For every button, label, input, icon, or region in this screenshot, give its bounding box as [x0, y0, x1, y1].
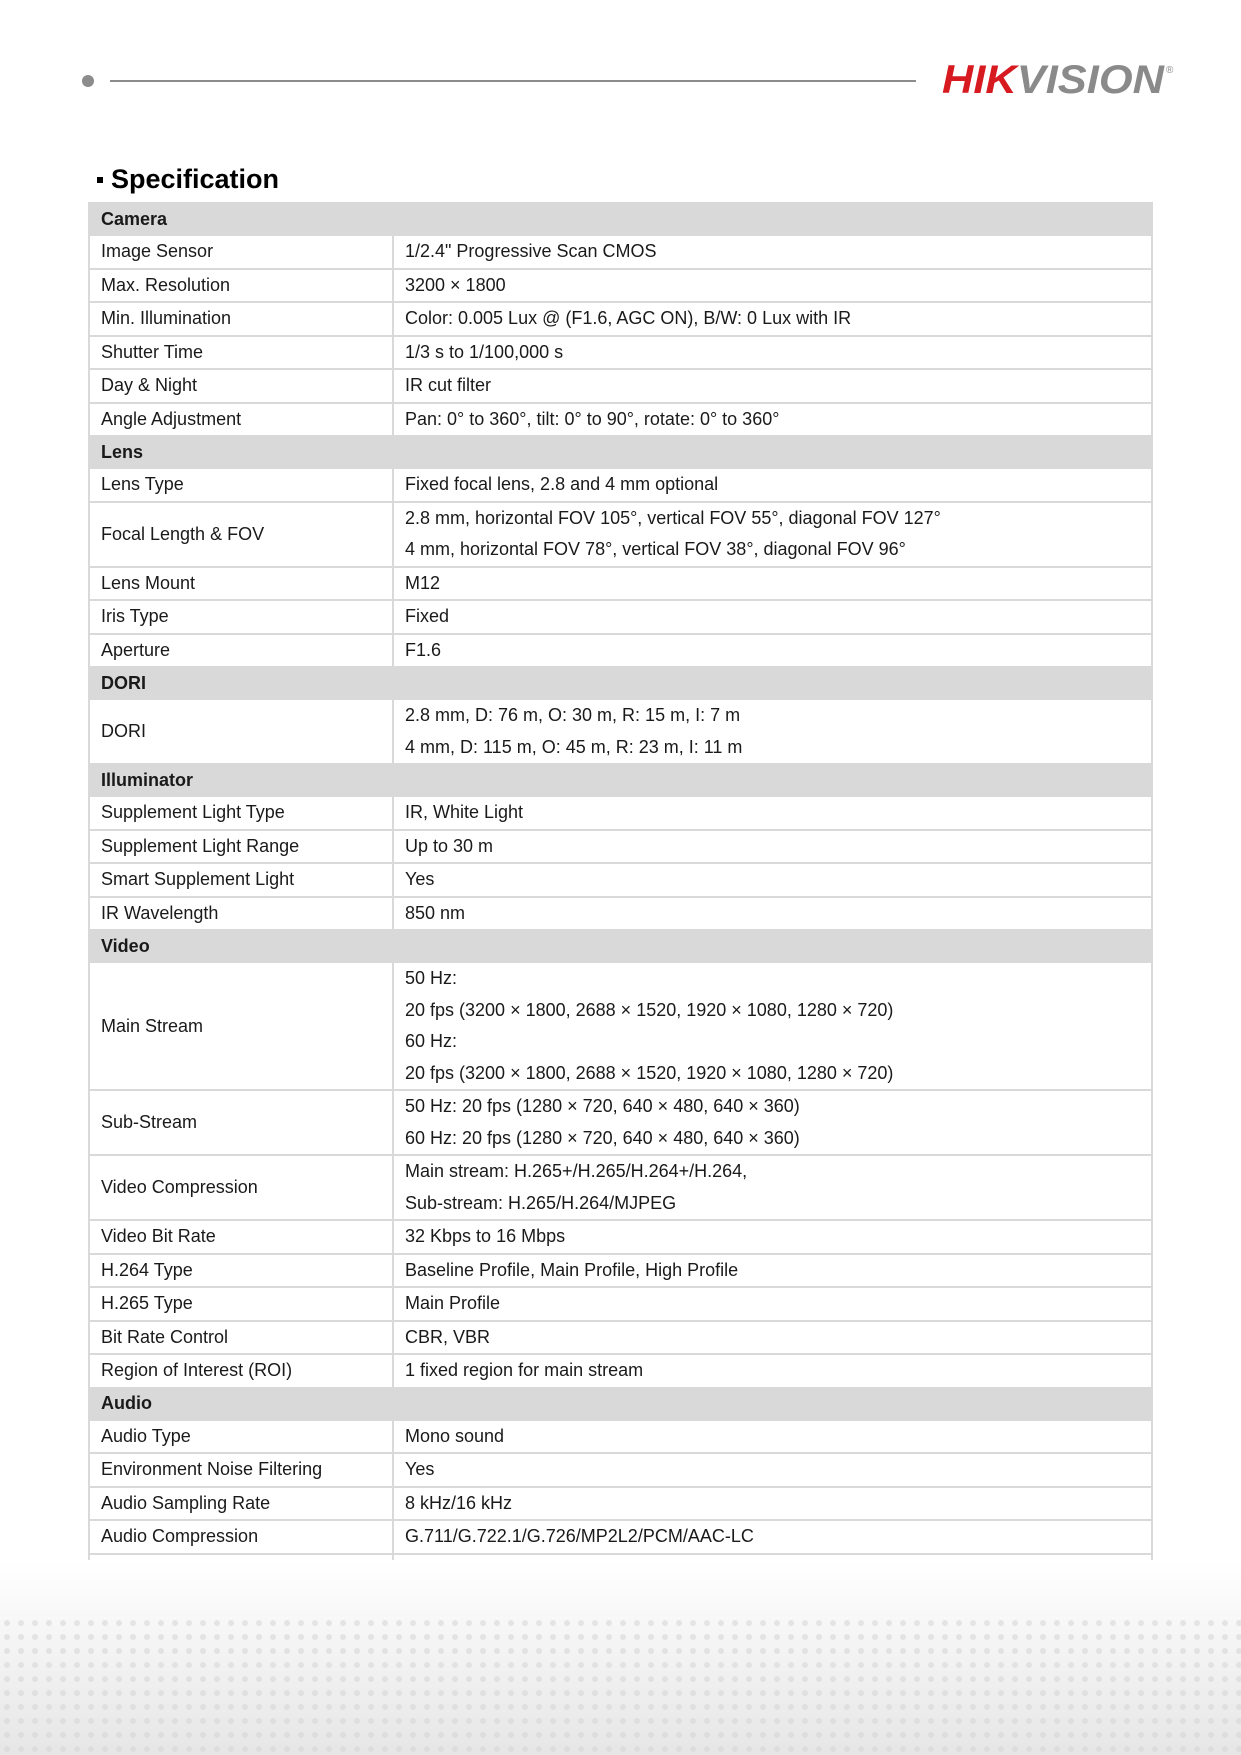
svg-text:HIKVISION: HIK VISION	[942, 58, 1153, 102]
spec-value: Main stream: H.265+/H.265/H.264+/H.264,	[405, 1161, 748, 1181]
spec-value-cell	[393, 1354, 1152, 1388]
spec-label: Supplement Light Range	[89, 830, 393, 864]
spec-row	[89, 1487, 1152, 1521]
spec-label: Smart Supplement Light	[89, 863, 393, 897]
spec-label: IR Wavelength	[89, 897, 393, 931]
footer-dot-pattern	[0, 1560, 1241, 1755]
spec-row	[89, 269, 1152, 303]
spec-label: Lens Mount	[89, 567, 393, 601]
spec-row	[89, 600, 1152, 634]
section-title-text: Specification	[111, 164, 280, 194]
spec-value-cell	[393, 235, 1152, 269]
spec-label: Image Sensor	[89, 235, 393, 269]
header-dot	[82, 75, 94, 87]
spec-value-cell	[393, 863, 1152, 897]
spec-value-cell	[393, 567, 1152, 601]
spec-value: CBR, VBR	[405, 1326, 491, 1347]
spec-value: 50 Hz:	[405, 968, 458, 988]
spec-label: Min. Illumination	[89, 302, 393, 336]
spec-row	[89, 796, 1152, 830]
hikvision-logo	[940, 55, 1180, 103]
spec-row	[89, 1453, 1152, 1487]
spec-value-cell	[393, 336, 1152, 370]
spec-label: H.264 Type	[89, 1254, 393, 1288]
spec-value-cell	[393, 1220, 1152, 1254]
spec-table	[88, 202, 1153, 1620]
spec-value: Mono sound	[405, 1425, 505, 1446]
spec-value: 1/2.4" Progressive Scan CMOS	[405, 241, 657, 261]
spec-value-cell	[393, 897, 1152, 931]
spec-label: Lens Type	[89, 468, 393, 502]
spec-row	[89, 634, 1152, 668]
spec-value: 4 mm, horizontal FOV 78°, vertical FOV 38°, diagonal FOV 96°	[405, 539, 906, 559]
spec-row	[89, 699, 1152, 764]
group-title: Video	[89, 930, 1152, 962]
spec-label: Audio Compression	[89, 1520, 393, 1554]
svg-text:®: ®	[1166, 65, 1174, 76]
spec-row	[89, 1321, 1152, 1355]
spec-row	[89, 1090, 1152, 1155]
spec-value: Yes	[405, 869, 435, 889]
spec-value-cell	[393, 634, 1152, 668]
spec-label: Environment Noise Filtering	[89, 1453, 393, 1487]
group-header-row	[89, 764, 1152, 796]
header-rule	[110, 80, 916, 82]
spec-label: Main Stream	[89, 962, 393, 1090]
spec-value: IR, White Light	[405, 802, 524, 822]
spec-row	[89, 1254, 1152, 1288]
spec-row	[89, 1520, 1152, 1554]
spec-value: M12	[405, 572, 441, 593]
spec-row	[89, 369, 1152, 403]
group-title: Camera	[89, 203, 1152, 235]
group-title: DORI	[89, 667, 1152, 699]
spec-value-cell	[393, 830, 1152, 864]
spec-value-cell	[393, 1155, 1152, 1220]
spec-row	[89, 1287, 1152, 1321]
spec-value: Up to 30 m	[405, 835, 494, 856]
spec-row	[89, 1354, 1152, 1388]
spec-value: F1.6	[405, 639, 442, 660]
spec-value: 2.8 mm, D: 76 m, O: 30 m, R: 15 m, I: 7 m	[405, 705, 741, 725]
spec-value: 4 mm, D: 115 m, O: 45 m, R: 23 m, I: 11 m	[405, 736, 743, 757]
spec-value-cell	[393, 403, 1152, 437]
group-header-row	[89, 203, 1152, 235]
spec-value: G.711/G.722.1/G.726/MP2L2/PCM/AAC-LC	[405, 1526, 754, 1546]
spec-row	[89, 863, 1152, 897]
spec-row	[89, 468, 1152, 502]
spec-value-cell	[393, 1090, 1152, 1155]
spec-value-cell	[393, 369, 1152, 403]
spec-value-cell	[393, 600, 1152, 634]
spec-value: 3200 × 1800	[405, 274, 506, 295]
spec-value-cell	[393, 502, 1152, 567]
spec-label: Audio Type	[89, 1420, 393, 1454]
spec-label: Angle Adjustment	[89, 403, 393, 437]
spec-label: Video Compression	[89, 1155, 393, 1220]
spec-value: 60 Hz:	[405, 1031, 458, 1051]
spec-value-cell	[393, 1420, 1152, 1454]
spec-label: DORI	[89, 699, 393, 764]
spec-label: Aperture	[89, 634, 393, 668]
spec-value: 20 fps (3200 × 1800, 2688 × 1520, 1920 × 1080, 1280 × 720)	[405, 1062, 894, 1083]
spec-value-cell	[393, 468, 1152, 502]
spec-value-cell	[393, 1254, 1152, 1288]
spec-row	[89, 403, 1152, 437]
group-header-row	[89, 667, 1152, 699]
spec-value: IR cut filter	[405, 375, 492, 395]
spec-label: Iris Type	[89, 600, 393, 634]
spec-row	[89, 830, 1152, 864]
spec-value: 8 kHz/16 kHz	[405, 1492, 513, 1513]
spec-row	[89, 1220, 1152, 1254]
spec-label: Video Bit Rate	[89, 1220, 393, 1254]
spec-value-cell	[393, 1453, 1152, 1487]
spec-label: Supplement Light Type	[89, 796, 393, 830]
spec-value: 20 fps (3200 × 1800, 2688 × 1520, 1920 × 1080, 1280 × 720)	[405, 999, 894, 1020]
spec-value: Color: 0.005 Lux @ (F1.6, AGC ON), B/W: 0 Lux with IR	[405, 308, 852, 328]
group-title: Lens	[89, 436, 1152, 468]
spec-label: Bit Rate Control	[89, 1321, 393, 1355]
spec-label: Shutter Time	[89, 336, 393, 370]
group-header-row	[89, 1388, 1152, 1420]
spec-value-cell	[393, 699, 1152, 764]
spec-label: Focal Length & FOV	[89, 502, 393, 567]
spec-label: Day & Night	[89, 369, 393, 403]
spec-value: Baseline Profile, Main Profile, High Profile	[405, 1259, 739, 1280]
spec-value-cell	[393, 796, 1152, 830]
spec-value-cell	[393, 1487, 1152, 1521]
group-title: Illuminator	[89, 764, 1152, 796]
spec-value-cell	[393, 1520, 1152, 1554]
spec-label: Audio Sampling Rate	[89, 1487, 393, 1521]
spec-row	[89, 962, 1152, 1090]
spec-value: 850 nm	[405, 902, 466, 923]
group-header-row	[89, 436, 1152, 468]
spec-value: Main Profile	[405, 1293, 501, 1313]
spec-row	[89, 235, 1152, 269]
spec-label: Sub-Stream	[89, 1090, 393, 1155]
spec-row	[89, 1155, 1152, 1220]
spec-value: 1 fixed region for main stream	[405, 1360, 644, 1380]
spec-label: H.265 Type	[89, 1287, 393, 1321]
spec-value: 60 Hz: 20 fps (1280 × 720, 640 × 480, 640 × 360)	[405, 1127, 800, 1148]
spec-row	[89, 897, 1152, 931]
spec-value: Fixed	[405, 606, 450, 626]
spec-value: Yes	[405, 1459, 435, 1479]
group-title: Audio	[89, 1388, 1152, 1420]
spec-value: 1/3 s to 1/100,000 s	[405, 341, 564, 362]
spec-value: Pan: 0° to 360°, tilt: 0° to 90°, rotate: 0° to 360°	[405, 408, 780, 429]
group-header-row	[89, 930, 1152, 962]
spec-value: 50 Hz: 20 fps (1280 × 720, 640 × 480, 640 × 360)	[405, 1096, 800, 1116]
spec-value-cell	[393, 1321, 1152, 1355]
spec-row	[89, 1420, 1152, 1454]
spec-label: Region of Interest (ROI)	[89, 1354, 393, 1388]
spec-row	[89, 567, 1152, 601]
spec-value-cell	[393, 962, 1152, 1090]
spec-row	[89, 302, 1152, 336]
spec-value: Sub-stream: H.265/H.264/MJPEG	[405, 1192, 677, 1213]
spec-value: 2.8 mm, horizontal FOV 105°, vertical FOV 55°, diagonal FOV 127°	[405, 507, 941, 528]
spec-value-cell	[393, 302, 1152, 336]
spec-value-cell	[393, 269, 1152, 303]
spec-value: Fixed focal lens, 2.8 and 4 mm optional	[405, 474, 719, 494]
spec-value: 32 Kbps to 16 Mbps	[405, 1226, 566, 1246]
spec-label: Max. Resolution	[89, 269, 393, 303]
spec-value-cell	[393, 1287, 1152, 1321]
spec-row	[89, 502, 1152, 567]
section-title	[97, 164, 279, 195]
title-bullet	[97, 177, 103, 183]
spec-row	[89, 336, 1152, 370]
